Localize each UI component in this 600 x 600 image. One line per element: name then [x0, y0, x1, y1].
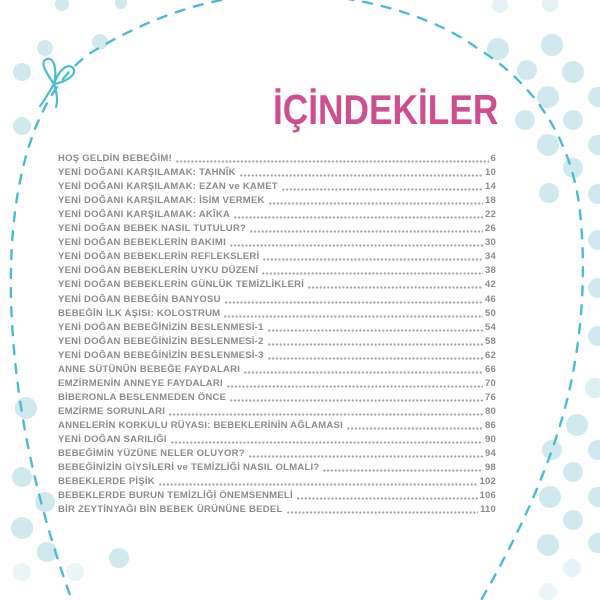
toc-entry-page: 80 — [485, 405, 496, 417]
toc-entry — [58, 320, 496, 334]
toc-entry-page: 86 — [485, 419, 496, 431]
toc-entry — [58, 348, 496, 362]
dot-leader — [234, 216, 483, 219]
toc-entry — [58, 207, 496, 221]
dot-leader — [171, 441, 483, 444]
dot-leader — [268, 329, 483, 332]
dot-leader — [224, 315, 483, 318]
toc-entry-title: YENİ DOĞANI KARŞILAMAK: AKÎKA — [58, 209, 231, 221]
toc-entry — [58, 432, 496, 446]
dot-leader — [269, 202, 483, 205]
toc-entry-title: YENİ DOĞANI KARŞILAMAK: İSİM VERMEK — [58, 195, 265, 207]
toc-entry — [58, 502, 496, 516]
toc-entry — [58, 474, 496, 488]
toc-entry-title: YENİ DOĞANI KARŞILAMAK: EZAN ve KAMET — [58, 181, 278, 193]
toc-entry — [58, 404, 496, 418]
toc-entry-title: BEBEKLERDE PİŞİK — [58, 476, 155, 488]
toc-entry-title: YENİ DOĞAN BEBEKLERİN BAKIMI — [58, 237, 226, 249]
toc-entry-title: YENİ DOĞAN BEBEKLERİN GÜNLÜK TEMİZLİKLERİ — [58, 279, 305, 291]
toc-entry-page: 90 — [485, 433, 496, 445]
toc-entry-page: 26 — [485, 223, 496, 235]
toc-entry-title: YENİ DOĞAN SARILIĞI — [58, 433, 167, 445]
page-title: İÇİNDEKİLER — [272, 86, 498, 133]
dot-leader — [227, 385, 483, 388]
toc-entry — [58, 446, 496, 460]
toc-entry — [58, 460, 496, 474]
toc-entry-title: BEBEĞİN İLK AŞISI: KOLOSTRUM — [58, 307, 221, 319]
toc-entry-title: EMZİRMENİN ANNEYE FAYDALARI — [58, 377, 223, 389]
toc-entry-page: 46 — [485, 293, 496, 305]
toc-entry-page: 76 — [485, 391, 496, 403]
toc-entry — [58, 418, 496, 432]
toc-entry-page: 70 — [485, 377, 496, 389]
toc-entry-page: 62 — [485, 349, 496, 361]
dot-leader — [249, 455, 483, 458]
toc-entry-page: 38 — [485, 265, 496, 277]
toc-entry-title: ANNELERİN KORKULU RÜYASI: BEBEKLERİNİN AĞLAMASI — [58, 419, 343, 431]
toc-entry-title: YENİ DOĞAN BEBEĞİNİZİN BESLENMESİ-1 — [58, 321, 264, 333]
toc-entry-page: 14 — [485, 181, 496, 193]
dot-leader — [250, 230, 483, 233]
dot-leader — [347, 427, 483, 430]
toc-entry-page: 34 — [485, 251, 496, 263]
toc-entry-title: YENİ DOĞAN BEBEĞİNİZİN BESLENMESİ-3 — [58, 349, 264, 361]
toc-entry — [58, 376, 496, 390]
dot-leader — [287, 511, 479, 514]
toc-entry — [58, 291, 496, 305]
toc-entry-title: EMZİRME SORUNLARI — [58, 405, 166, 417]
toc-entry-title: BİR ZEYTİNYAĞI BİN BEBEK ÜRÜNÜNE BEDEL — [58, 504, 283, 516]
dot-leader — [230, 244, 483, 247]
toc-entry — [58, 306, 496, 320]
toc-entry-page: 22 — [485, 209, 496, 221]
dot-leader — [169, 413, 483, 416]
toc-entry-page: 58 — [485, 335, 496, 347]
toc-entry — [58, 334, 496, 348]
dot-leader — [308, 286, 483, 289]
dot-leader — [176, 160, 489, 163]
toc-entry — [58, 362, 496, 376]
dot-leader — [282, 188, 483, 191]
dot-leader — [263, 258, 483, 261]
toc-entry — [58, 263, 496, 277]
bow-icon — [40, 59, 74, 107]
toc-entry-title: YENİ DOĞANI KARŞILAMAK: TAHNÎK — [58, 167, 236, 179]
toc-entry-title: YENİ DOĞAN BEBEKLERİN REFLEKSLERİ — [58, 251, 260, 263]
toc-entry-title: HOŞ GELDİN BEBEĞİM! — [58, 153, 173, 165]
toc-entry — [58, 179, 496, 193]
dot-leader — [244, 371, 483, 374]
toc-entry-title: BEBEKLERDE BURUN TEMİZLİĞİ ÖNEMSENMELİ — [58, 490, 293, 502]
dot-leader — [297, 497, 478, 500]
toc-entry-title: YENİ DOĞAN BEBEKLERİN UYKU DÜZENİ — [58, 265, 259, 277]
toc-entry-page: 42 — [485, 279, 496, 291]
toc-entry-title: BEBEĞİNİZİN GİYSİLERİ ve TEMİZLİĞİ NASIL OLMALI? — [58, 462, 320, 474]
toc-entry-page: 66 — [485, 363, 496, 375]
toc-entry-page: 18 — [485, 195, 496, 207]
toc-entry — [58, 235, 496, 249]
dot-leader — [262, 272, 483, 275]
toc-entry-page: 54 — [485, 321, 496, 333]
toc-entry — [58, 193, 496, 207]
dot-leader — [230, 399, 483, 402]
toc-entry — [58, 390, 496, 404]
toc-entry-page: 10 — [485, 167, 496, 179]
table-of-contents — [58, 151, 496, 516]
toc-entry-title: ANNE SÜTÜNÜN BEBEĞE FAYDALARI — [58, 363, 241, 375]
dot-leader — [268, 343, 483, 346]
toc-entry-page: 102 — [479, 476, 496, 488]
toc-entry-page: 50 — [485, 307, 496, 319]
toc-entry-title: YENİ DOĞAN BEBEĞİNİZİN BESLENMESİ-2 — [58, 335, 264, 347]
toc-entry — [58, 151, 496, 165]
toc-entry-page: 30 — [485, 237, 496, 249]
toc-entry-page: 6 — [490, 153, 496, 165]
dot-leader — [268, 357, 483, 360]
toc-entry — [58, 221, 496, 235]
toc-entry-title: YENİ DOĞAN BEBEĞİN BANYOSU — [58, 293, 221, 305]
toc-entry — [58, 277, 496, 291]
toc-entry-page: 98 — [485, 462, 496, 474]
toc-entry-title: BİBERONLA BESLENMEDEN ÖNCE — [58, 391, 227, 403]
toc-entry — [58, 488, 496, 502]
dot-leader — [240, 174, 483, 177]
dot-leader — [323, 469, 483, 472]
toc-entry-title: YENİ DOĞAN BEBEK NASIL TUTULUR? — [58, 223, 247, 235]
toc-entry — [58, 249, 496, 263]
toc-entry — [58, 165, 496, 179]
dot-leader — [159, 483, 478, 486]
toc-entry-page: 94 — [485, 448, 496, 460]
toc-entry-page: 106 — [479, 490, 496, 502]
toc-entry-page: 110 — [480, 504, 496, 516]
toc-entry-title: BEBEĞİMİN YÜZÜNE NELER OLUYOR? — [58, 448, 245, 460]
dot-leader — [225, 301, 483, 304]
